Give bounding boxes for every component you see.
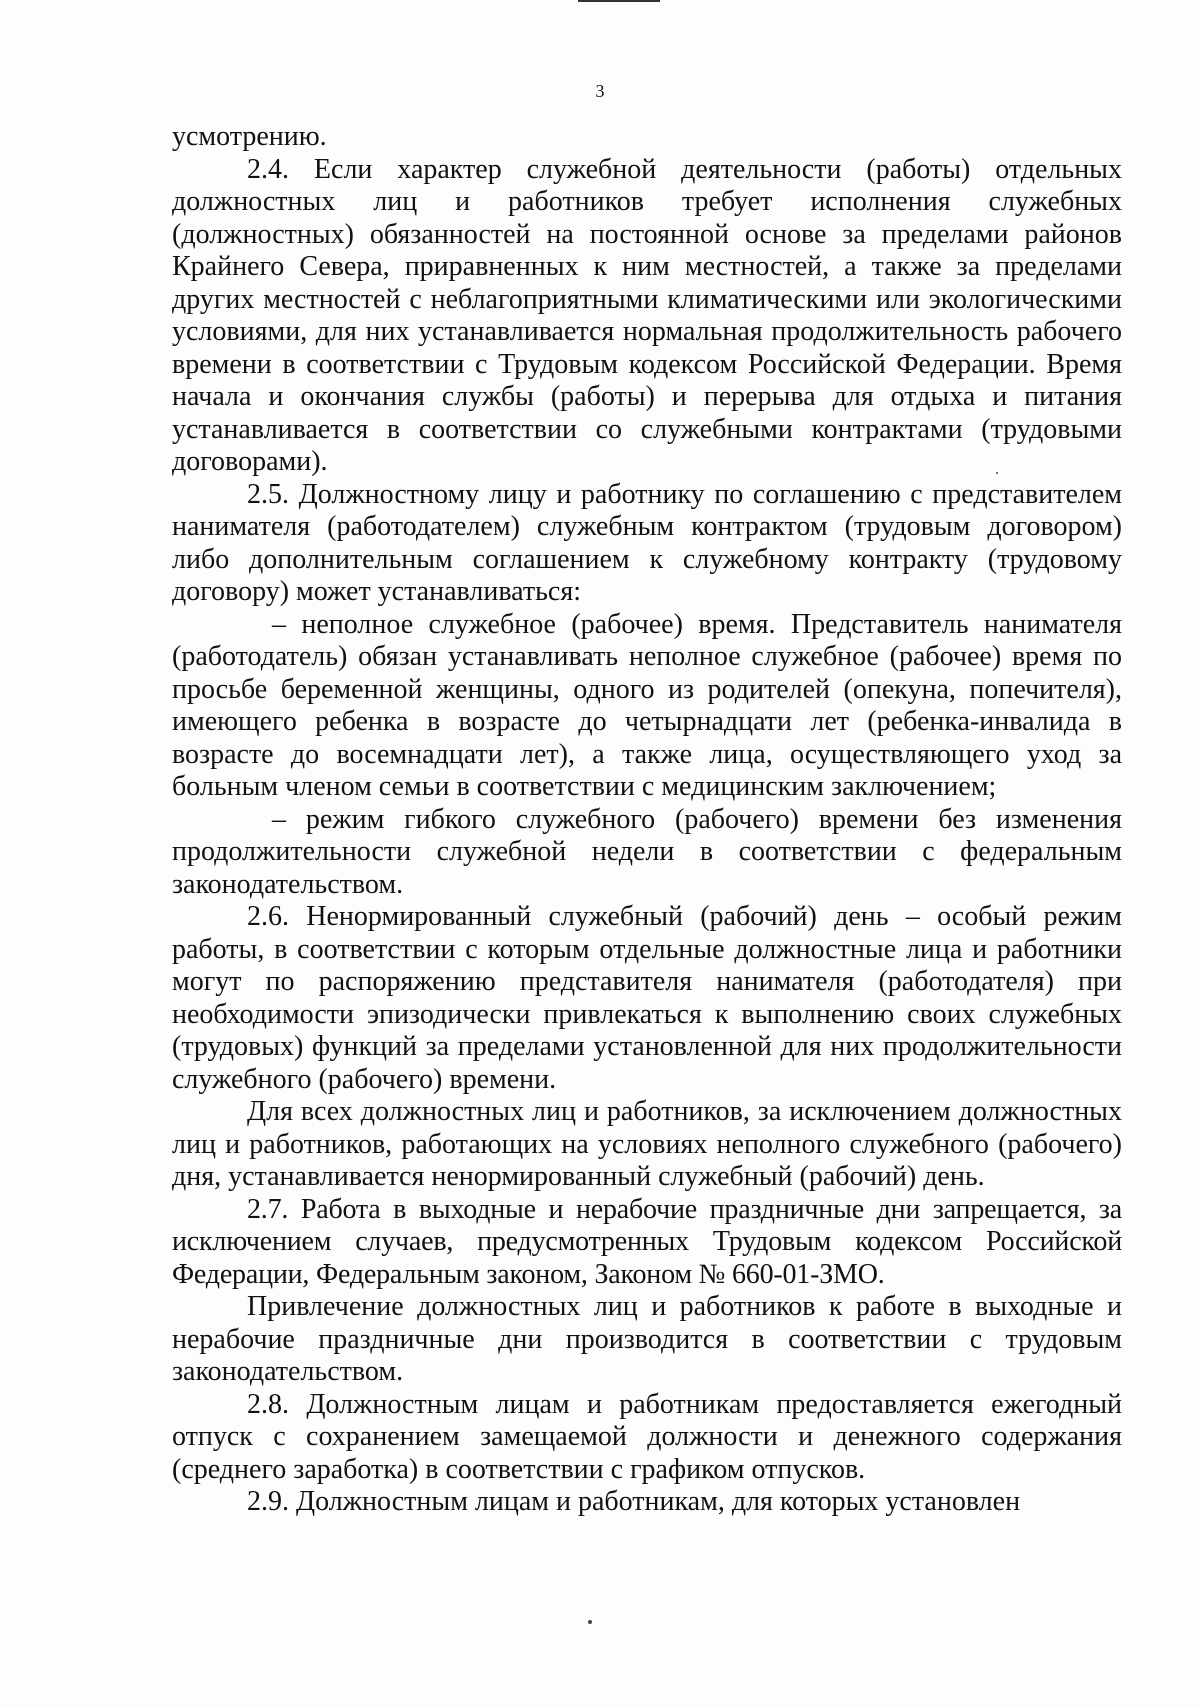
scan-speck <box>996 472 998 474</box>
paragraph-2-8: 2.8. Должностным лицам и работникам предоставляется ежегодный отпуск с сохранением замещаемой должности и денежного содержания (среднего заработка) в соответствии с графиком отпусков. <box>172 1388 1122 1485</box>
paragraph-weekend-work: Привлечение должностных лиц и работников к работе в выходные и нерабочие праздничные дни производится в соответствии с трудовым законодательством. <box>172 1291 1122 1387</box>
top-rule <box>578 0 660 2</box>
scan-speck <box>588 1620 592 1624</box>
paragraph-2-6: 2.6. Ненормированный служебный (рабочий) день – особый режим работы, в соответствии с которым отдельные должностные лица и работники могут по распоряжению представителя нанимателя (работодателя) при необходимости эпизодически привлекаться к выполнению своих служебных (трудовых) функций за пределами установленной для них продолжительности служебного (рабочего) времени. <box>172 901 1122 1095</box>
paragraph-2-9: 2.9. Должностным лицам и работникам, для которых установлен <box>247 1486 1021 1517</box>
list-item-flexible-time: – режим гибкого служебного (рабочего) времени без изменения продолжительности служебной недели в соответствии с федеральным законодательством. <box>172 803 1122 900</box>
paragraph-irregular-day: Для всех должностных лиц и работников, за исключением должностных лиц и работников, работающих на условиях неполного служебного (рабочего) дня, устанавливается ненормированный служебный (рабочий) день. <box>172 1096 1122 1192</box>
document-body <box>172 121 1122 1519</box>
paragraph-2-5: 2.5. Должностному лицу и работнику по соглашению с представителем нанимателя (работодателем) служебным контрактом (трудовым договором) либо дополнительным соглашением к служебному контракту (трудовому договору) может устанавливаться: <box>172 478 1122 607</box>
list-item-part-time: – неполное служебное (рабочее) время. Представитель нанимателя (работодатель) обязан устанавливать неполное служебное (рабочее) время по просьбе беременной женщины, одного из родителей (опекуна, попечителя), имеющего ребенка в возрасте до четырнадцати лет (ребенка-инвалида в возрасте до восемнадцати лет), а также лица, осуществляющего уход за больным членом семьи в соответствии с медицинским заключением; <box>172 608 1122 802</box>
paragraph-continuation: усмотрению. <box>172 121 327 152</box>
page-number: 3 <box>595 81 605 101</box>
paragraph-2-7: 2.7. Работа в выходные и нерабочие праздничные дни запрещается, за исключением случаев, предусмотренных Трудовым кодексом Российской Федерации, Федеральным законом, Законом № 660-01-ЗМО. <box>172 1193 1122 1290</box>
paragraph-2-4: 2.4. Если характер служебной деятельности (работы) отдельных должностных лиц и работников требует исполнения служебных (должностных) обязанностей на постоянной основе за пределами районов Крайнего Севера, приравненных к ним местностей, а также за пределами других местностей с неблагоприятными климатическими или экологическими условиями, для них устанавливается нормальная продолжительность рабочего времени в соответствии с Трудовым кодексом Российской Федерации. Время начала и окончания службы (работы) и перерыва для отдыха и питания устанавливается в соответствии со служебными контрактами (трудовыми договорами). <box>172 153 1122 477</box>
